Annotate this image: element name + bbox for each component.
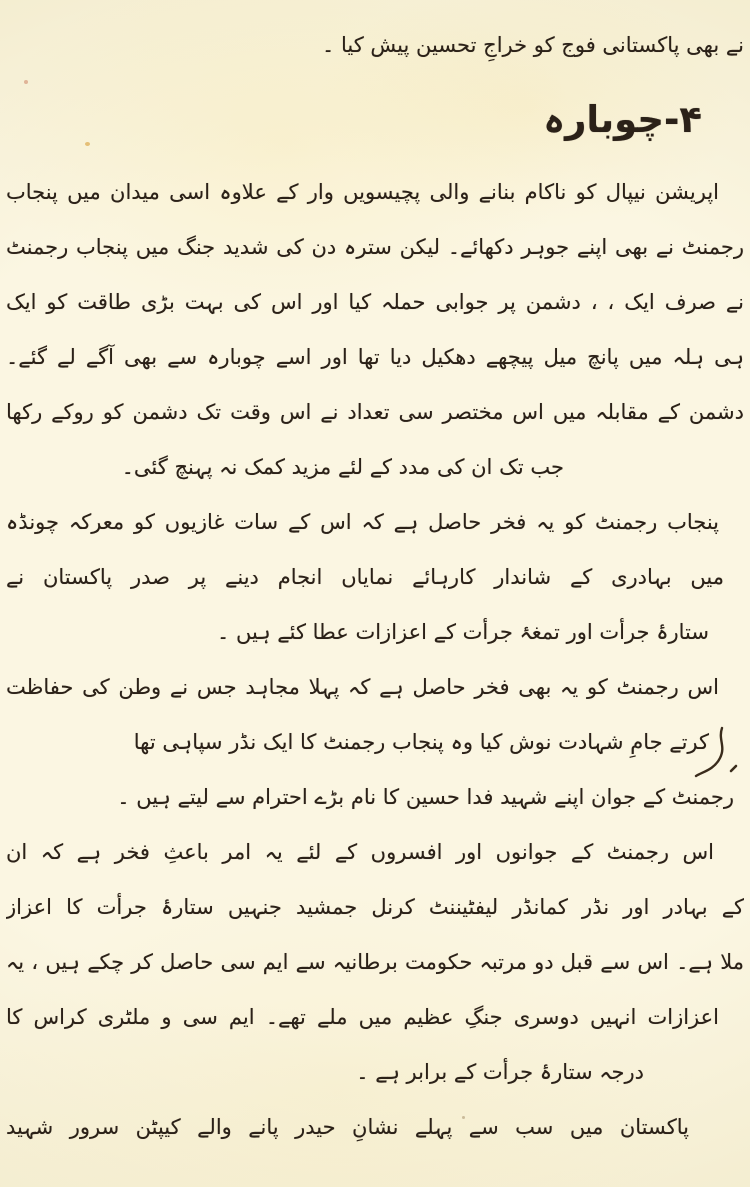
paragraph-3	[6, 660, 744, 825]
paragraph-4	[6, 825, 744, 1100]
text-line: اس رجمنٹ کو یہ بھی فخر حاصل ہے کہ پہلا مجاہد جس نے وطن کی حفاظت	[6, 675, 720, 699]
text-line: کرتے جامِ شہادت نوش کیا وہ پنجاب رجمنٹ کا ایک نڈر سپاہی تھا	[133, 730, 709, 754]
chapter-heading-text: ۴-چوبارہ	[543, 98, 702, 141]
text-line: میں بہادری کے شاندار کارہائے نمایاں انجام دینے پر صدر پاکستان نے	[6, 565, 724, 589]
text-line: پاکستان میں سب سے پہلے نشانِ حیدر پانے والے کیپٹن سرور شہید	[6, 1115, 689, 1139]
previous-section-closing-line: نے بھی پاکستانی فوج کو خراجِ تحسین پیش کیا ۔	[321, 33, 744, 57]
paragraph-5	[6, 1100, 744, 1155]
text-line: ستارۂ جرأت اور تمغۂ جرأت کے اعزازات عطا کئے ہیں ۔	[217, 620, 709, 644]
paragraph-1	[6, 165, 744, 495]
text-line: پنجاب رجمنٹ کو یہ فخر حاصل ہے کہ اس کے سات غازیوں کو معرکہ چونڈہ	[6, 510, 719, 534]
text-line: اپریشن نیپال کو ناکام بنانے والی پچیسویں وار کے علاوہ اسی میدان میں پنجاب	[6, 180, 719, 204]
paper-speck	[24, 80, 28, 84]
text-line: ہی ہلہ میں پانچ میل پیچھے دھکیل دیا تھا اور اسے چوبارہ سے بھی آگے لے گئے۔	[6, 345, 744, 369]
text-line: نے صرف ایک ، ، دشمن پر جوابی حملہ کیا اور اس کی بہت بڑی طاقت کو ایک	[6, 290, 744, 314]
text-line: درجہ ستارۂ جرأت کے برابر ہے ۔	[356, 1060, 644, 1084]
text-line: اس رجمنٹ کے جوانوں اور افسروں کے لئے یہ امر باعثِ فخر ہے کہ ان	[6, 840, 714, 864]
text-line: رجمنٹ نے بھی اپنے جوہر دکھائے۔ لیکن سترہ دن کی شدید جنگ میں پنجاب رجمنٹ	[6, 235, 744, 259]
text-line: رجمنٹ کے جوان اپنے شہید فدا حسین کا نام بڑے احترام سے لیتے ہیں ۔	[117, 785, 734, 809]
text-line: ملا ہے۔ اس سے قبل دو مرتبہ حکومت برطانیہ سے ایم سی حاصل کر چکے ہیں ، یہ	[6, 950, 744, 974]
page-body	[6, 165, 744, 1155]
text-line: کے بہادر اور نڈر کمانڈر لیفٹیننٹ کرنل جمشید جنہیں ستارۂ جرأت کا اعزاز	[6, 895, 744, 919]
text-line: جب تک ان کی مدد کے لئے مزید کمک نہ پہنچ گئی۔	[121, 455, 564, 479]
paper-speck	[85, 142, 90, 146]
paper-speck	[462, 1116, 465, 1119]
text-line: دشمن کے مقابلہ میں اس مختصر سی تعداد نے اس وقت تک دشمن کو روکے رکھا	[6, 400, 744, 424]
text-line: اعزازات انہیں دوسری جنگِ عظیم میں ملے تھے۔ ایم سی و ملٹری کراس کا	[6, 1005, 719, 1029]
paragraph-2	[6, 495, 744, 660]
chapter-heading	[6, 87, 744, 153]
